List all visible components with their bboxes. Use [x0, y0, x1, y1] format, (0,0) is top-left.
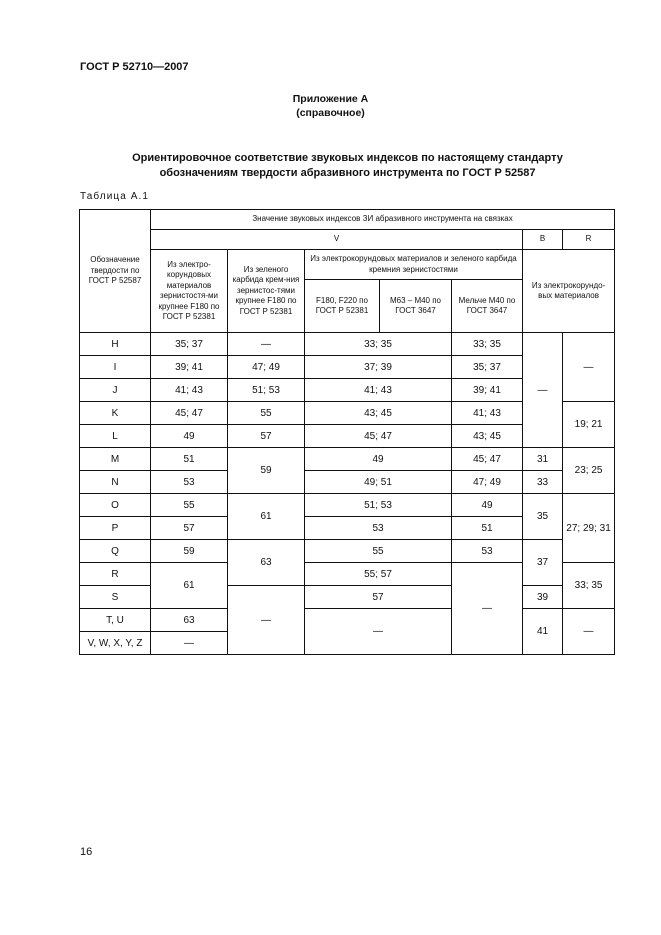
cell-c1: 59	[151, 540, 228, 563]
standard-code: ГОСТ Р 52710—2007	[80, 61, 189, 73]
cell-c2: —	[228, 333, 305, 356]
bond-v-header: V	[151, 230, 523, 250]
table-row	[80, 609, 615, 632]
cell-c1-merged: 61	[151, 563, 228, 609]
col-header-hardness: Обозначение твердости по ГОСТ Р 52587	[80, 210, 151, 333]
cell-b-merged: 41	[523, 609, 563, 655]
cell-hardness: R	[80, 563, 151, 586]
cell-c34: 49; 51	[305, 471, 452, 494]
cell-c5: 47; 49	[452, 471, 523, 494]
cell-c5: 51	[452, 517, 523, 540]
cell-c34: 43; 45	[305, 402, 452, 425]
cell-hardness: K	[80, 402, 151, 425]
cell-b: 31	[523, 448, 563, 471]
cell-r-merged: 19; 21	[563, 402, 615, 448]
cell-c34: 37; 39	[305, 356, 452, 379]
col-header-fine-group: Из электрокорундовых материалов и зеленого карбида кремния зернистостями	[305, 250, 523, 280]
cell-c2-merged: 63	[228, 540, 305, 586]
cell-c1: 63	[151, 609, 228, 632]
cell-hardness: P	[80, 517, 151, 540]
cell-r-merged: 33; 35	[563, 563, 615, 609]
cell-hardness: M	[80, 448, 151, 471]
cell-hardness: V, W, X, Y, Z	[80, 632, 151, 655]
cell-c1: 51	[151, 448, 228, 471]
cell-hardness: L	[80, 425, 151, 448]
table-row	[80, 448, 615, 471]
cell-c1: 45; 47	[151, 402, 228, 425]
cell-c1: 39; 41	[151, 356, 228, 379]
cell-c2: 57	[228, 425, 305, 448]
cell-b-merged: 37	[523, 540, 563, 586]
cell-hardness: Q	[80, 540, 151, 563]
appendix-note: (справочное)	[296, 107, 365, 119]
document-title	[80, 151, 615, 181]
page-number: 16	[80, 846, 93, 858]
col-header-green-carbide-coarse: Из зеленого карбида крем-ния зернистос-тями крупнее F180 по ГОСТ Р 52381	[228, 250, 305, 333]
cell-c2: 51; 53	[228, 379, 305, 402]
cell-c1: 49	[151, 425, 228, 448]
cell-r-merged: 27; 29; 31	[563, 494, 615, 563]
table-row	[80, 540, 615, 563]
cell-c5: 35; 37	[452, 356, 523, 379]
cell-c5-merged: —	[452, 563, 523, 655]
cell-hardness: H	[80, 333, 151, 356]
cell-b: 33	[523, 471, 563, 494]
cell-hardness: I	[80, 356, 151, 379]
col-header-finer-m40: Мельче M40 по ГОСТ 3647	[452, 280, 523, 333]
cell-hardness: T, U	[80, 609, 151, 632]
cell-c34: 53	[305, 517, 452, 540]
cell-c34: 41; 43	[305, 379, 452, 402]
cell-hardness: N	[80, 471, 151, 494]
cell-c5: 49	[452, 494, 523, 517]
cell-c2-merged: —	[228, 586, 305, 655]
appendix-title: Приложение А	[292, 93, 369, 105]
cell-c1: —	[151, 632, 228, 655]
cell-c2: 47; 49	[228, 356, 305, 379]
cell-c34: 55	[305, 540, 452, 563]
col-header-sound-index: Значение звуковых индексов ЗИ абразивного инструмента на связках	[151, 210, 615, 230]
bond-b-header: B	[523, 230, 563, 250]
cell-c1: 57	[151, 517, 228, 540]
cell-c34: 57	[305, 586, 452, 609]
cell-c34-merged: —	[305, 609, 452, 655]
cell-c1: 53	[151, 471, 228, 494]
table-row	[80, 494, 615, 517]
cell-c5: 41; 43	[452, 402, 523, 425]
appendix-heading	[0, 92, 661, 120]
cell-c34: 51; 53	[305, 494, 452, 517]
cell-c2: 55	[228, 402, 305, 425]
title-line-2: обозначениям твердости абразивного инструмента по ГОСТ Р 52587	[159, 167, 536, 179]
cell-c34: 49	[305, 448, 452, 471]
col-header-m63-m40: M63 – M40 по ГОСТ 3647	[380, 280, 452, 333]
cell-c5: 53	[452, 540, 523, 563]
cell-c5: 43; 45	[452, 425, 523, 448]
cell-hardness: O	[80, 494, 151, 517]
table-label: Таблица А.1	[80, 191, 150, 202]
col-header-f180-f220: F180, F220 по ГОСТ Р 52381	[305, 280, 380, 333]
cell-b-merged: —	[523, 333, 563, 448]
cell-c1: 55	[151, 494, 228, 517]
cell-c34: 45; 47	[305, 425, 452, 448]
cell-r-merged: —	[563, 609, 615, 655]
cell-r-merged: —	[563, 333, 615, 402]
cell-b: 39	[523, 586, 563, 609]
cell-c1: 35; 37	[151, 333, 228, 356]
cell-c5: 33; 35	[452, 333, 523, 356]
cell-c2-merged: 59	[228, 448, 305, 494]
cell-c5: 45; 47	[452, 448, 523, 471]
col-header-electrocorundum-br: Из электрокорундо-вых материалов	[523, 250, 615, 333]
bond-r-header: R	[563, 230, 615, 250]
cell-r-merged: 23; 25	[563, 448, 615, 494]
cell-c1: 41; 43	[151, 379, 228, 402]
cell-b-merged: 35	[523, 494, 563, 540]
cell-hardness: S	[80, 586, 151, 609]
cell-c34: 55; 57	[305, 563, 452, 586]
cell-c34: 33; 35	[305, 333, 452, 356]
table-row	[80, 471, 615, 494]
col-header-electrocorundum-coarse: Из электро-корундовых материалов зернистостя-ми крупнее F180 по ГОСТ Р 52381	[151, 250, 228, 333]
cell-c5: 39; 41	[452, 379, 523, 402]
cell-hardness: J	[80, 379, 151, 402]
title-line-1: Ориентировочное соответствие звуковых индексов по настоящему стандарту	[132, 152, 563, 164]
table-row	[80, 333, 615, 356]
hardness-table	[79, 209, 615, 655]
cell-c2-merged: 61	[228, 494, 305, 540]
